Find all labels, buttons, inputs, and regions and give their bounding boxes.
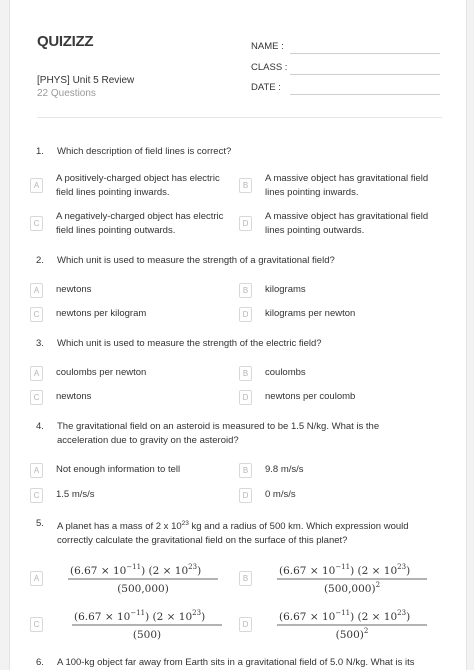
option-letter: B [239,366,252,381]
fraction-expression [72,606,262,644]
fraction-denominator: (500) [132,629,162,641]
class-line [290,74,440,75]
worksheet-page [9,0,467,670]
question-text: Which description of field lines is correct? [57,146,232,157]
question-number: 4. [36,421,44,432]
name-line [290,53,440,54]
option-letter: D [239,488,252,503]
option-text: A massive object has gravitational field lines pointing outwards. [265,211,429,236]
option-letter: B [239,283,252,298]
header-divider [37,117,442,118]
option-text: kilograms [265,284,306,295]
option-text: newtons per coulomb [265,391,356,402]
fraction-denominator: $(500)^2$ [335,627,369,641]
exponent: 23 [181,520,189,527]
option-letter: D [239,307,252,322]
option-letter: C [30,307,43,322]
option-text: newtons [56,391,92,402]
option-letter: A [30,571,43,586]
option-letter: C [30,617,43,632]
option-letter: A [30,366,43,381]
fraction-expression [68,560,258,598]
option-text: Not enough information to tell [56,464,181,475]
date-label: DATE : [251,82,281,93]
option-text: newtons per kilogram [56,308,147,319]
fraction-denominator: $(500,000)^2$ [323,581,381,595]
question-count: 22 Questions [37,88,96,99]
option-letter: B [239,571,252,586]
question-text: A 100-kg object far away from Earth sits in a gravitational field of 5.0 N/kg. What is its [57,657,415,668]
quizizz-logo: QUIZIZZ [37,33,94,50]
option-letter: A [30,463,43,478]
option-letter: D [239,390,252,405]
question-text: The gravitational field on an asteroid is measured to be 1.5 N/kg. What is the acceleration due to gravity on the asteroid? [57,421,380,446]
question-text [57,517,432,548]
option-text: coulombs per newton [56,367,147,378]
option-text: coulombs [265,367,306,378]
option-text: A massive object has gravitational field lines pointing inwards. [265,173,429,198]
name-label: NAME : [251,41,284,52]
option-letter: C [30,390,43,405]
fraction-numerator: $(6.67 \times 10^{-11})$ $(2 \times 10^{23})$ [70,563,202,577]
option-letter: B [239,463,252,478]
question-number: 3. [36,338,44,349]
option-text: newtons [56,284,92,295]
option-letter: C [30,488,43,503]
option-letter: C [30,216,43,231]
question-number: 1. [36,146,44,157]
question-text-start: A planet has a mass of 2 x 10 [57,521,182,533]
name-field [251,41,284,52]
question-text: Which unit is used to measure the strength of the electric field? [57,338,322,349]
date-line [290,94,440,95]
fraction-numerator: $(6.67 \times 10^{-11})$ $(2 \times 10^{23})$ [279,609,411,623]
date-field [251,82,281,93]
option-text: A negatively-charged object has electric field lines pointing outwards. [56,211,224,236]
worksheet-title: [PHYS] Unit 5 Review [37,75,135,86]
option-letter: A [30,283,43,298]
fraction-numerator: $(6.67 \times 10^{-11})$ $(2 \times 10^{23})$ [279,563,411,577]
option-letter: D [239,617,252,632]
question-text: Which unit is used to measure the strength of a gravitational field? [57,255,335,266]
question-number: 2. [36,255,44,266]
option-letter: A [30,178,43,193]
fraction-expression [277,606,467,644]
question-number: 6. [36,657,44,668]
question-number: 5. [36,518,44,529]
option-text: 1.5 m/s/s [56,489,95,500]
option-text: 9.8 m/s/s [265,464,304,475]
fraction-denominator: (500,000) [117,583,169,595]
option-text: 0 m/s/s [265,489,296,500]
option-letter: B [239,178,252,193]
class-label: CLASS : [251,62,288,73]
option-letter: D [239,216,252,231]
option-text: A positively-charged object has electric field lines pointing inwards. [56,173,220,198]
class-field [251,62,287,73]
option-text: kilograms per newton [265,308,356,319]
question-text-end: kg and a radius of 500 km. Which expression would correctly calculate the gravitational field on the surface of this planet? [57,521,409,547]
fraction-numerator: $(6.67 \times 10^{-11})$ $(2 \times 10^{23})$ [74,609,206,623]
fraction-expression [277,560,467,598]
